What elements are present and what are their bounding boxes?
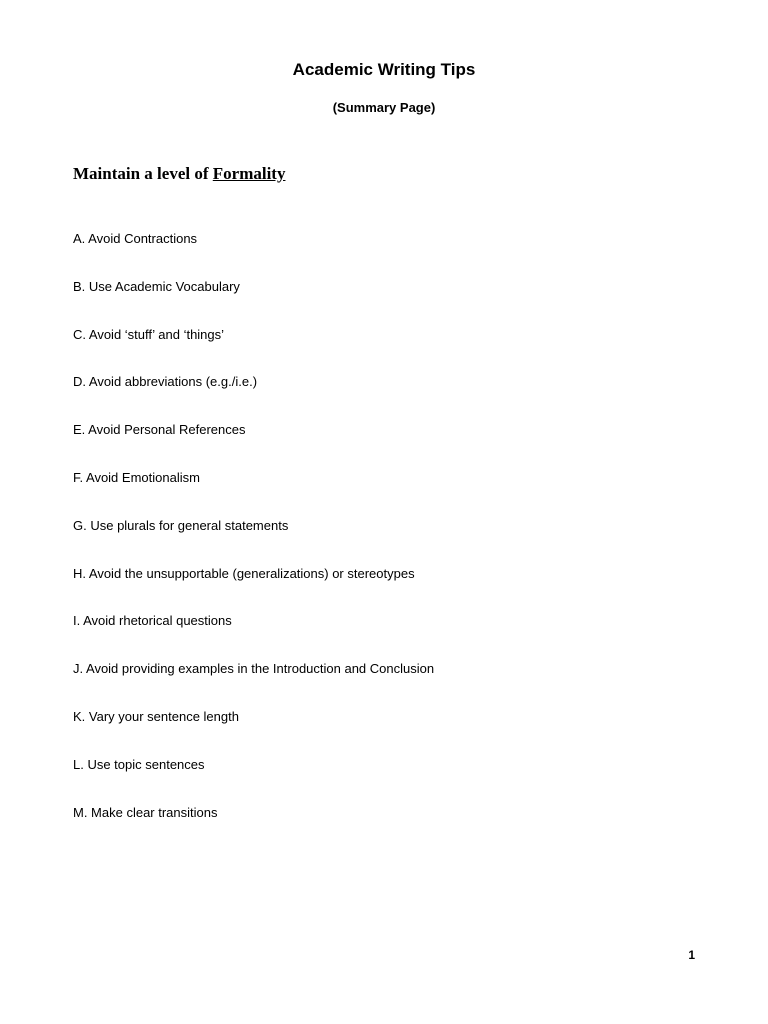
section-heading-emphasis: Formality — [212, 164, 286, 183]
tip-item-m: M. Make clear transitions — [73, 804, 218, 820]
tip-item-c: C. Avoid ‘stuff’ and ‘things’ — [73, 326, 225, 342]
section-heading — [73, 164, 285, 184]
tip-item-k: K. Vary your sentence length — [73, 708, 239, 724]
tip-item-d: D. Avoid abbreviations (e.g./i.e.) — [73, 374, 258, 390]
tip-item-f: F. Avoid Emotionalism — [73, 469, 200, 485]
tip-item-g: G. Use plurals for general statements — [73, 517, 289, 533]
tip-item-b: B. Use Academic Vocabulary — [73, 278, 240, 294]
section-heading-prefix: Maintain a level of — [73, 164, 209, 183]
tip-item-a: A. Avoid Contractions — [73, 231, 198, 246]
tip-item-h: H. Avoid the unsupportable (generalizations) or stereotypes — [73, 565, 415, 581]
page-number: 1 — [688, 948, 695, 962]
document-title: Academic Writing Tips — [292, 60, 476, 79]
tip-item-i: I. Avoid rhetorical questions — [73, 613, 232, 629]
document-subtitle: (Summary Page) — [332, 100, 436, 115]
tip-item-l: L. Use topic sentences — [73, 756, 205, 772]
tips-list — [73, 229, 434, 850]
tip-item-e: E. Avoid Personal References — [73, 422, 246, 438]
tip-item-j: J. Avoid providing examples in the Introduction and Conclusion — [73, 661, 435, 677]
